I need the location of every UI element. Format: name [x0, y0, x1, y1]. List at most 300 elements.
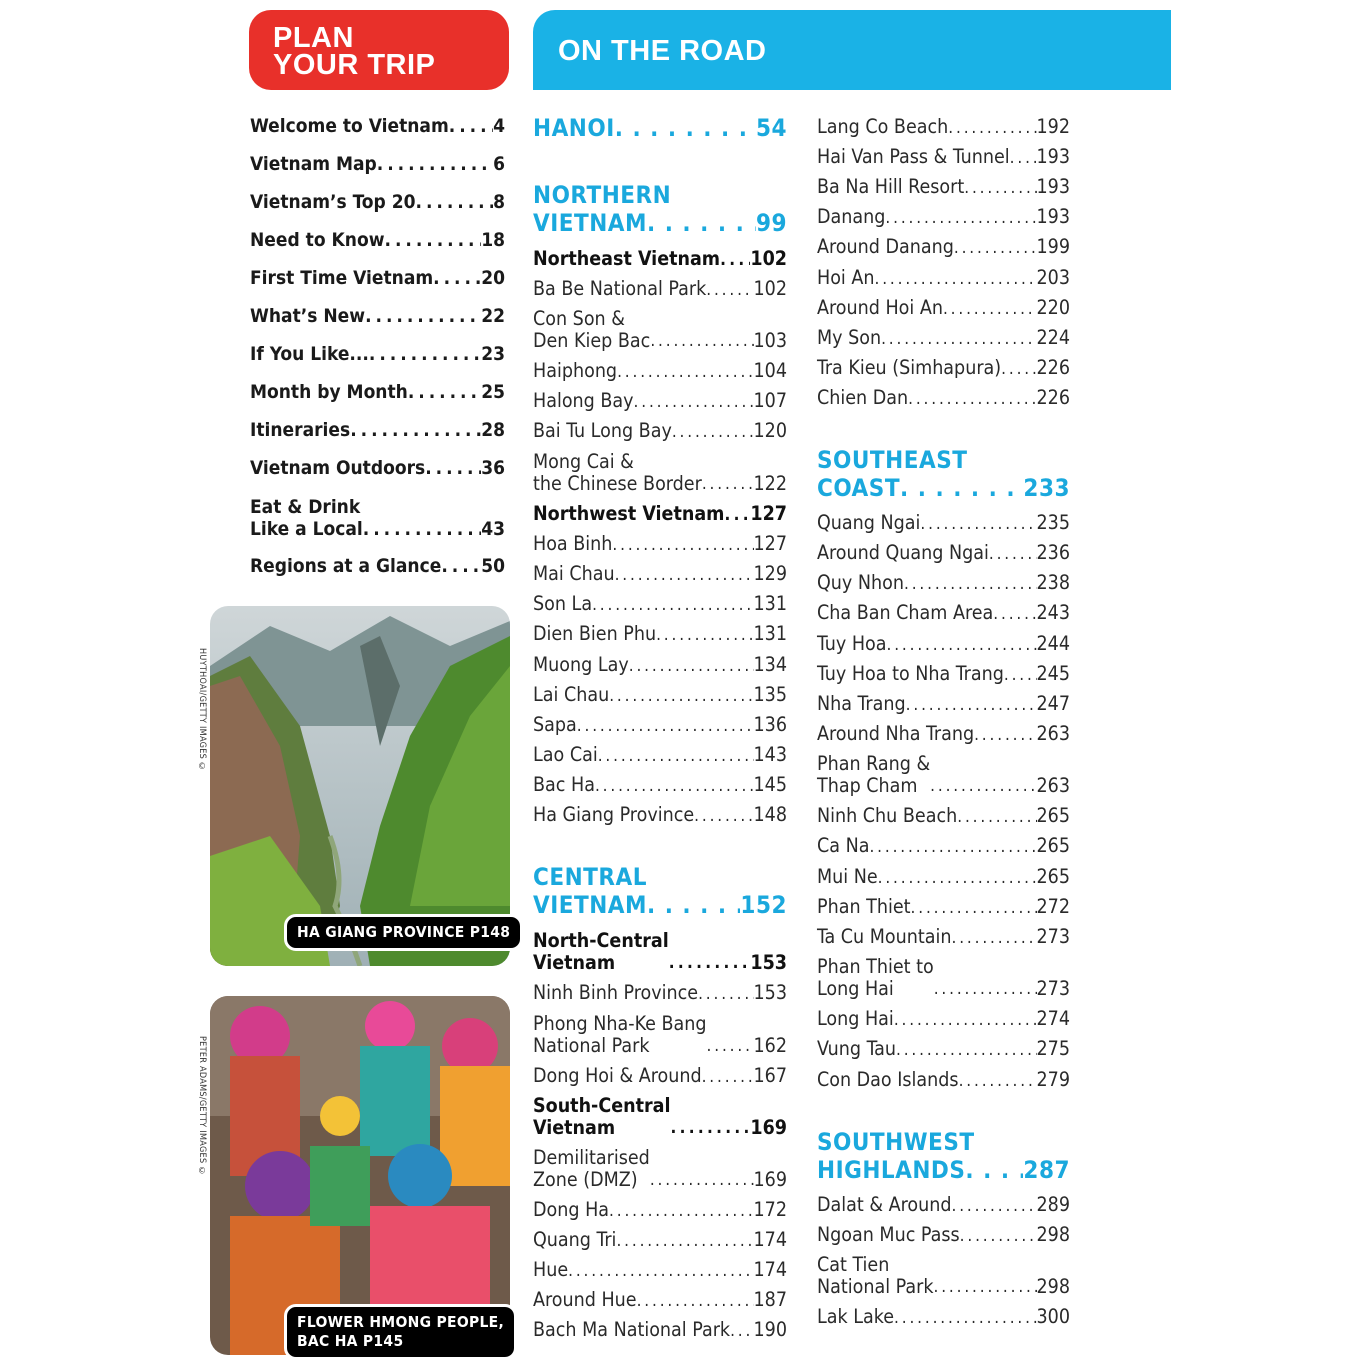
toc-entry-page: 289 [1036, 1193, 1070, 1216]
dot-leader [904, 574, 1037, 594]
toc-entry-label: Cha Ban Cham Area [817, 601, 994, 624]
toc-entry[interactable] [817, 145, 1070, 168]
toc-entry-page: 18 [481, 229, 505, 251]
toc-entry[interactable] [817, 1068, 1070, 1091]
toc-entry-page: 274 [1036, 1007, 1070, 1030]
toc-entry-need-to-know[interactable] [250, 229, 505, 251]
toc-entry-label: Ta Cu Mountain [817, 925, 952, 948]
flower-hmong-people-photo [210, 996, 510, 1355]
toc-entry-label: Tra Kieu (Simhapura) [817, 356, 1002, 379]
toc-entry-label: Con Dao Islands [817, 1068, 959, 1091]
toc-entry-page: 243 [1036, 601, 1070, 624]
dot-leader [609, 1201, 753, 1221]
dot-leader [948, 118, 1036, 138]
toc-entry-label: North-Central Vietnam [533, 929, 669, 974]
toc-entry-label: Hai Van Pass & Tunnel [817, 145, 1010, 168]
toc-entry[interactable] [533, 981, 787, 1004]
toc-entry[interactable] [817, 1007, 1070, 1030]
toc-entry-page: 102 [750, 247, 787, 270]
toc-entry-label: Dong Ha [533, 1198, 610, 1221]
toc-entry-label: Cat Tien National Park [817, 1253, 934, 1298]
dot-leader [951, 928, 1036, 948]
toc-entry-page: 102 [753, 277, 787, 300]
dot-leader [965, 1156, 1023, 1184]
toc-entry-label: Dalat & Around [817, 1193, 952, 1216]
toc-entry-label: Con Son & Den Kiep Bac [533, 307, 651, 352]
toc-entry[interactable] [533, 743, 787, 766]
toc-entry-page: 298 [1036, 1275, 1070, 1298]
dot-leader [885, 208, 1036, 228]
toc-entry-page: 226 [1036, 356, 1070, 379]
toc-entry-label: My Son [817, 326, 882, 349]
toc-entry-page: 25 [481, 381, 505, 403]
toc-entry[interactable] [533, 1013, 787, 1057]
dot-leader [974, 725, 1036, 745]
toc-entry-page: 174 [753, 1258, 787, 1281]
dot-leader [365, 305, 481, 327]
toc-entry-page: 199 [1036, 235, 1070, 258]
toc-entry-page: 131 [753, 592, 787, 615]
toc-entry-label: Northwest Vietnam [533, 502, 725, 525]
toc-entry-page: 226 [1036, 386, 1070, 409]
toc-entry-page: 127 [750, 502, 787, 525]
toc-entry[interactable] [817, 356, 1070, 379]
toc-entry-label: Vietnam’s Top 20 [250, 191, 416, 213]
dot-leader [707, 1035, 754, 1057]
dot-leader [906, 695, 1037, 715]
toc-entry[interactable] [817, 804, 1070, 827]
toc-entry-page: 236 [1036, 541, 1070, 564]
dot-leader [433, 267, 481, 289]
toc-entry[interactable] [533, 359, 787, 382]
dot-leader [894, 1010, 1037, 1030]
toc-entry[interactable] [533, 419, 787, 442]
toc-entry-page: 28 [481, 419, 505, 441]
toc-entry[interactable] [817, 541, 1070, 564]
toc-entry[interactable] [533, 1064, 787, 1087]
toc-entry-label: Bach Ma National Park [533, 1318, 731, 1341]
dot-leader [920, 514, 1036, 534]
toc-entry-label: Vietnam Outdoors [250, 457, 426, 479]
toc-entry[interactable] [533, 622, 787, 645]
toc-entry-page: 263 [1036, 722, 1070, 745]
toc-entry-label: Halong Bay [533, 389, 634, 412]
toc-entry-page: 265 [1036, 804, 1070, 827]
plan-banner-line2: YOUR TRIP [273, 49, 436, 81]
toc-entry[interactable] [817, 834, 1070, 857]
toc-entry-page: 279 [1036, 1068, 1070, 1091]
dot-leader [720, 250, 750, 270]
dot-leader [650, 330, 753, 352]
toc-entry-page: 131 [753, 622, 787, 645]
toc-entry-label: Lang Co Beach [817, 115, 949, 138]
dot-leader [616, 1231, 753, 1251]
toc-entry-page: 190 [753, 1318, 787, 1341]
toc-entry-page: 148 [753, 803, 787, 826]
toc-entry-label: Northeast Vietnam [533, 247, 721, 270]
section-central-vietnam[interactable]: CENTRAL VIETNAM . . . 152 [533, 863, 787, 919]
dot-leader [598, 746, 754, 766]
toc-entry[interactable] [817, 1305, 1070, 1328]
toc-entry[interactable] [533, 1258, 787, 1281]
toc-entry[interactable] [817, 205, 1070, 228]
toc-entry-label: Welcome to Vietnam [250, 115, 449, 137]
toc-entry[interactable] [817, 753, 1070, 797]
toc-entry-page: 23 [481, 343, 505, 365]
toc-entry-whats-new[interactable] [250, 305, 505, 327]
dot-leader [671, 1117, 751, 1139]
toc-entry-label: Bac Ha [533, 773, 595, 796]
dot-leader [647, 891, 740, 919]
toc-entry-label: Mui Ne [817, 865, 878, 888]
toc-entry-page: 245 [1036, 662, 1070, 685]
toc-entry-page: 134 [753, 653, 787, 676]
toc-entry-page: 263 [1036, 774, 1070, 797]
dot-leader [385, 229, 482, 251]
toc-entry-label: Lai Chau [533, 683, 610, 706]
dot-leader [441, 555, 481, 577]
toc-entry[interactable] [533, 451, 787, 495]
dot-leader [650, 1169, 754, 1191]
toc-entry[interactable] [533, 683, 787, 706]
toc-entry-page: 187 [753, 1288, 787, 1311]
section-hanoi[interactable]: HANOI . . . 54 [533, 114, 787, 142]
toc-entry[interactable] [817, 956, 1070, 1000]
toc-entry-page: 43 [481, 518, 505, 540]
toc-entry[interactable] [817, 266, 1070, 289]
section-southeast-coast[interactable]: SOUTHEAST COAST . . . 233 [817, 446, 1070, 502]
dot-leader [706, 280, 753, 300]
toc-entry[interactable] [817, 175, 1070, 198]
toc-entry-label: Ninh Chu Beach [817, 804, 958, 827]
toc-entry-eat-drink[interactable] [250, 496, 505, 540]
toc-entry-label: First Time Vietnam [250, 267, 434, 289]
toc-entry-outdoors[interactable] [250, 457, 505, 479]
dot-leader [911, 898, 1037, 918]
toc-entry[interactable] [817, 1254, 1070, 1298]
dot-leader [408, 381, 481, 403]
dot-leader [377, 153, 493, 175]
toc-entry[interactable] [533, 803, 787, 826]
dot-leader [637, 1291, 754, 1311]
toc-entry-label: Phan Thiet [817, 895, 911, 918]
toc-entry-label: Chien Dan [817, 386, 909, 409]
dot-leader [943, 299, 1037, 319]
toc-entry[interactable] [817, 662, 1070, 685]
toc-entry-label: Regions at a Glance [250, 555, 442, 577]
dot-leader [954, 238, 1037, 258]
toc-entry-label: Vietnam Map [250, 153, 377, 175]
toc-entry-month-by-month[interactable] [250, 381, 505, 403]
toc-entry-page: 193 [1036, 175, 1070, 198]
toc-entry[interactable] [817, 1193, 1070, 1216]
toc-entry-page: 167 [753, 1064, 787, 1087]
toc-entry-label: What’s New [250, 305, 366, 327]
toc-entry-page: 172 [753, 1198, 787, 1221]
toc-entry-label: Ba Be National Park [533, 277, 707, 300]
toc-entry-page: 174 [753, 1228, 787, 1251]
dot-leader [577, 716, 754, 736]
toc-entry-page: 238 [1036, 571, 1070, 594]
dot-leader [656, 625, 753, 645]
toc-entry[interactable] [817, 692, 1070, 715]
toc-entry-label: Tuy Hoa to Nha Trang [817, 662, 1004, 685]
ha-giang-mountain-photo [210, 606, 510, 966]
toc-entry-page: 298 [1036, 1223, 1070, 1246]
toc-entry-page: 8 [493, 191, 505, 213]
toc-entry-label: Need to Know [250, 229, 385, 251]
dot-leader [894, 1308, 1036, 1328]
dot-leader [363, 518, 481, 540]
dot-leader [930, 775, 1036, 797]
dot-leader [425, 457, 481, 479]
toc-entry[interactable] [817, 571, 1070, 594]
toc-entry-page: 192 [1036, 115, 1070, 138]
toc-entry-page: 104 [753, 359, 787, 382]
toc-entry-map[interactable] [250, 153, 505, 175]
toc-entry[interactable] [533, 773, 787, 796]
toc-entry-label: Bai Tu Long Bay [533, 419, 672, 442]
toc-entry-page: 22 [481, 305, 505, 327]
dot-leader [964, 178, 1036, 198]
toc-entry-page: 153 [753, 981, 787, 1004]
dot-leader [615, 114, 756, 142]
toc-entry[interactable] [817, 1037, 1070, 1060]
dot-leader [694, 806, 753, 826]
toc-entry-page: 273 [1036, 925, 1070, 948]
dot-leader [908, 389, 1036, 409]
toc-entry-page: 272 [1036, 895, 1070, 918]
toc-entry-label: Demilitarised Zone (DMZ) [533, 1146, 650, 1191]
toc-entry-page: 6 [493, 153, 505, 175]
dot-leader [989, 544, 1037, 564]
dot-leader [934, 1276, 1037, 1298]
toc-entry-page: 244 [1036, 632, 1070, 655]
toc-entry-page: 265 [1036, 834, 1070, 857]
toc-entry[interactable] [817, 235, 1070, 258]
toc-entry[interactable] [817, 601, 1070, 624]
dot-leader [698, 984, 753, 1004]
dot-leader [615, 565, 754, 585]
toc-entry[interactable] [817, 386, 1070, 409]
toc-entry-label: Around Quang Ngai [817, 541, 989, 564]
toc-entry-label: Hue [533, 1258, 569, 1281]
toc-entry[interactable] [817, 115, 1070, 138]
toc-entry-label: Mai Chau [533, 562, 615, 585]
toc-entry-page: 103 [753, 329, 787, 352]
toc-entry[interactable] [533, 247, 787, 270]
toc-entry-page: 127 [753, 532, 787, 555]
toc-entry-page: 153 [750, 951, 787, 974]
toc-entry-page: 4 [493, 115, 505, 137]
toc-entry-page: 193 [1036, 205, 1070, 228]
dot-leader [592, 595, 753, 615]
toc-entry-label: Eat & Drink Like a Local [250, 496, 363, 540]
toc-entry-label: Around Danang [817, 235, 954, 258]
toc-entry-itineraries[interactable] [250, 419, 505, 441]
toc-entry[interactable] [817, 296, 1070, 319]
toc-entry-label: Mong Cai & the Chinese Border [533, 450, 702, 495]
toc-entry-regions[interactable] [250, 555, 505, 577]
toc-entry-page: 275 [1036, 1037, 1070, 1060]
toc-entry-page: 145 [753, 773, 787, 796]
toc-entry[interactable] [533, 532, 787, 555]
toc-entry-label: Phan Rang & Thap Cham [817, 752, 931, 797]
toc-entry[interactable] [817, 326, 1070, 349]
toc-entry[interactable] [533, 502, 787, 525]
dot-leader [1010, 148, 1037, 168]
toc-entry-label: Around Nha Trang [817, 722, 975, 745]
toc-entry-label: Quang Tri [533, 1228, 617, 1251]
toc-entry[interactable] [533, 389, 787, 412]
toc-entry-label: Around Hue [533, 1288, 637, 1311]
toc-entry-label: Ca Na [817, 834, 870, 857]
toc-entry-label: Tuy Hoa [817, 632, 887, 655]
toc-entry-label: Sapa [533, 713, 577, 736]
dot-leader [951, 1196, 1036, 1216]
toc-entry-label: Nha Trang [817, 692, 906, 715]
toc-entry-label: Lak Lake [817, 1305, 895, 1328]
toc-entry-page: 50 [481, 555, 505, 577]
toc-entry[interactable] [533, 562, 787, 585]
dot-leader [959, 1071, 1037, 1091]
toc-entry[interactable] [533, 1198, 787, 1221]
toc-entry-label: Ba Na Hill Resort [817, 175, 965, 198]
toc-entry-page: 247 [1036, 692, 1070, 715]
toc-entry-page: 162 [753, 1034, 787, 1057]
on-the-road-banner: ON THE ROAD [533, 10, 1171, 90]
toc-entry[interactable] [533, 713, 787, 736]
toc-entry-if-you-like[interactable] [250, 343, 505, 365]
dot-leader [887, 635, 1037, 655]
dot-leader [881, 329, 1036, 349]
toc-entry-label: Quy Nhon [817, 571, 904, 594]
toc-entry-top20[interactable] [250, 191, 505, 213]
toc-entry-page: 224 [1036, 326, 1070, 349]
dot-leader [869, 837, 1036, 857]
toc-entry-page: 120 [753, 419, 787, 442]
toc-entry-page: 36 [481, 457, 505, 479]
toc-entry-page: 265 [1036, 865, 1070, 888]
toc-entry[interactable] [533, 308, 787, 352]
toc-entry-label: Vung Tau [817, 1037, 896, 1060]
toc-entry-label: Month by Month [250, 381, 408, 403]
section-southwest-highlands[interactable]: SOUTHWEST HIGHLANDS . . . 287 [817, 1128, 1070, 1184]
dot-leader [609, 686, 753, 706]
toc-entry-label: Phan Thiet to Long Hai [817, 955, 934, 1000]
toc-entry-page: 136 [753, 713, 787, 736]
dot-leader [449, 115, 493, 137]
toc-entry[interactable] [533, 277, 787, 300]
toc-entry-page: 135 [753, 683, 787, 706]
dot-leader [350, 419, 481, 441]
toc-entry-label: Itineraries [250, 419, 351, 441]
toc-entry-label: Phong Nha-Ke Bang National Park [533, 1012, 707, 1057]
toc-entry-page: 107 [753, 389, 787, 412]
toc-entry-label: Muong Lay [533, 653, 629, 676]
dot-leader [702, 473, 754, 495]
toc-entry[interactable] [533, 1095, 787, 1139]
toc-entry[interactable] [533, 1318, 787, 1341]
toc-entry-label: Haiphong [533, 359, 618, 382]
toc-entry-page: 203 [1036, 266, 1070, 289]
toc-entry[interactable] [817, 1223, 1070, 1246]
toc-entry[interactable] [817, 511, 1070, 534]
dot-leader [1004, 665, 1037, 685]
dot-leader [568, 1261, 753, 1281]
dot-leader [875, 269, 1037, 289]
toc-entry-label: Lao Cai [533, 743, 598, 766]
toc-entry[interactable] [533, 1228, 787, 1251]
toc-entry-label: Quang Ngai [817, 511, 921, 534]
dot-leader [957, 807, 1036, 827]
dot-leader [416, 191, 494, 213]
toc-entry[interactable] [533, 653, 787, 676]
toc-entry-page: 20 [481, 267, 505, 289]
toc-entry-label: Hoi An [817, 266, 875, 289]
toc-entry-label: Long Hai [817, 1007, 894, 1030]
dot-leader [629, 656, 754, 676]
dot-leader [612, 535, 753, 555]
dot-leader [878, 868, 1037, 888]
toc-entry-label: Dong Hoi & Around [533, 1064, 702, 1087]
dot-leader [730, 1321, 753, 1341]
dot-leader [934, 978, 1037, 1000]
toc-entry-label: Hoa Binh [533, 532, 613, 555]
toc-entry[interactable] [817, 925, 1070, 948]
toc-entry-page: 235 [1036, 511, 1070, 534]
toc-entry-page: 300 [1036, 1305, 1070, 1328]
photo-caption-bottom: FLOWER HMONG PEOPLE, BAC HA P145 [284, 1304, 517, 1360]
plan-your-trip-banner [249, 10, 509, 90]
section-northern-vietnam[interactable]: NORTHERN VIETNAM . . . 99 [533, 181, 787, 237]
dot-leader [634, 392, 754, 412]
toc-entry[interactable] [817, 632, 1070, 655]
photo-credit-top: HUYTHOAI/GETTY IMAGES © [197, 648, 207, 773]
toc-entry[interactable] [533, 592, 787, 615]
dot-leader [672, 422, 754, 442]
toc-entry-label: South-Central Vietnam [533, 1094, 671, 1139]
toc-entry-page: 169 [753, 1168, 787, 1191]
dot-leader [669, 952, 751, 974]
toc-entry-page: 220 [1036, 296, 1070, 319]
toc-entry[interactable] [533, 930, 787, 974]
toc-entry-page: 129 [753, 562, 787, 585]
toc-entry-welcome[interactable] [250, 115, 505, 137]
toc-entry[interactable] [533, 1288, 787, 1311]
toc-entry-label: Dien Bien Phu [533, 622, 657, 645]
toc-entry-first-time[interactable] [250, 267, 505, 289]
toc-entry[interactable] [817, 895, 1070, 918]
toc-entry[interactable] [817, 865, 1070, 888]
toc-entry-label: If You Like... [250, 343, 369, 365]
toc-entry-label: Danang [817, 205, 886, 228]
toc-entry-label: Around Hoi An [817, 296, 943, 319]
dot-leader [702, 1067, 754, 1087]
toc-entry[interactable] [533, 1147, 787, 1191]
toc-entry-page: 143 [753, 743, 787, 766]
dot-leader [647, 209, 756, 237]
plan-banner-line1: PLAN [273, 22, 354, 54]
dot-leader [369, 343, 481, 365]
toc-entry-page: 122 [753, 472, 787, 495]
dot-leader [960, 1226, 1037, 1246]
photo-caption-top: HA GIANG PROVINCE P148 [284, 914, 523, 951]
photo-credit-bottom: PETER ADAMS/GETTY IMAGES © [197, 1036, 207, 1177]
dot-leader [1001, 359, 1036, 379]
dot-leader [900, 474, 1023, 502]
toc-entry[interactable] [817, 722, 1070, 745]
